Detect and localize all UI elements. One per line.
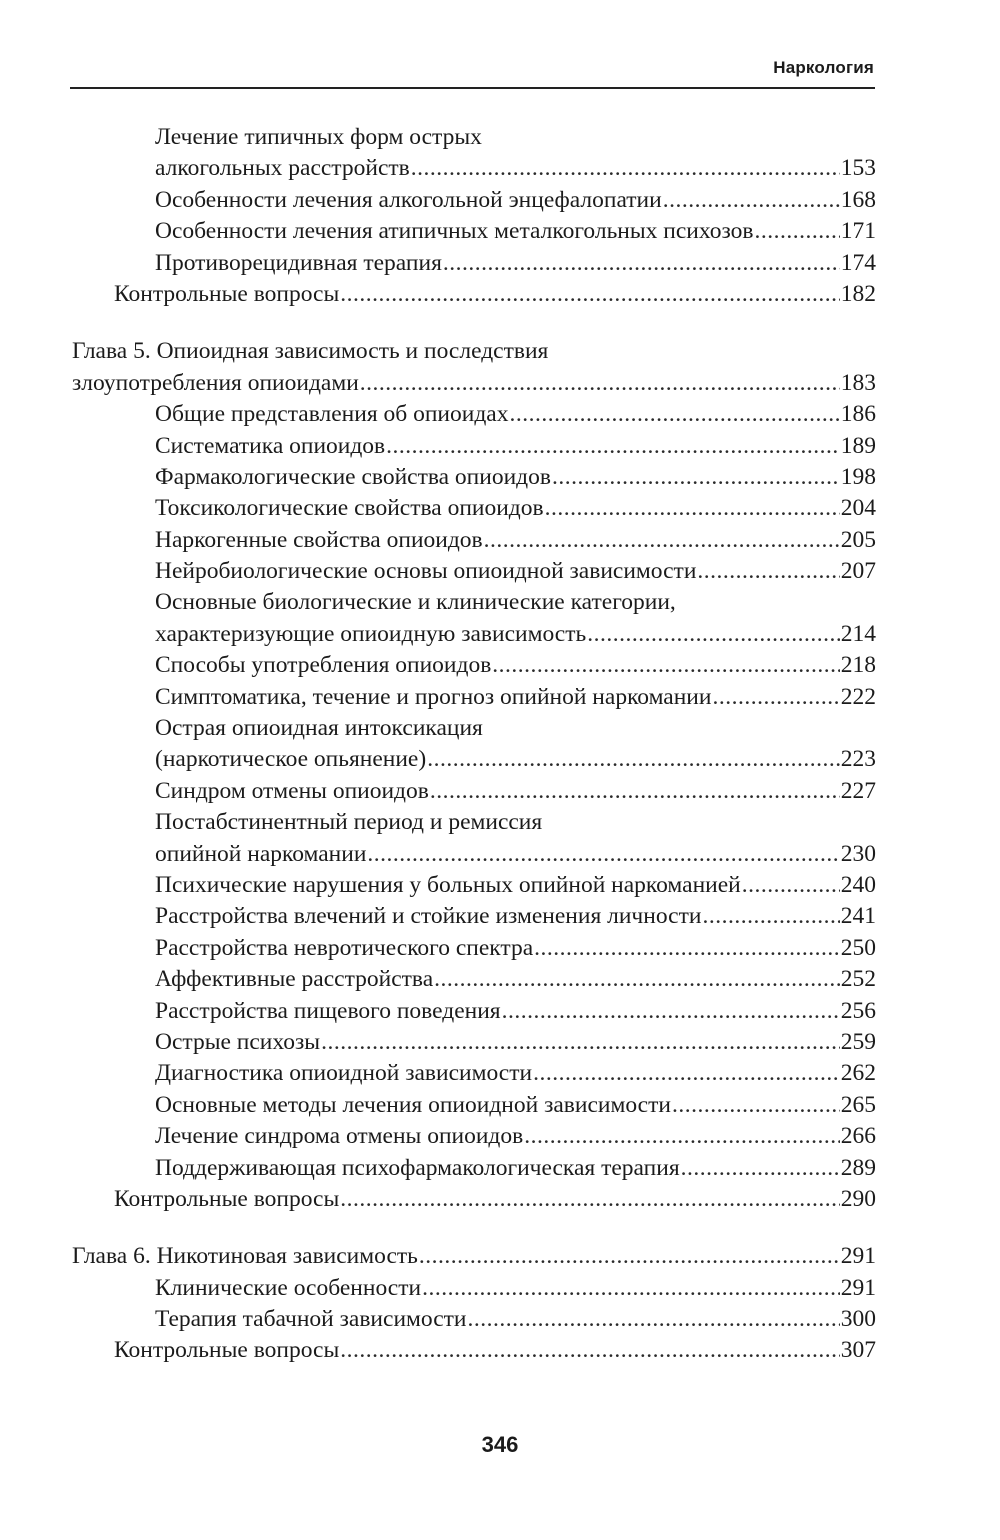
running-header: Наркология bbox=[773, 58, 874, 77]
toc-page-number: 153 bbox=[840, 155, 876, 182]
table-of-contents bbox=[0, 122, 1000, 1367]
toc-page-number: 174 bbox=[840, 249, 876, 276]
dot-leader bbox=[712, 682, 839, 713]
toc-entry-title: Расстройства пищевого поведения bbox=[155, 997, 501, 1024]
dot-leader bbox=[742, 870, 840, 901]
toc-page-number: 182 bbox=[840, 280, 876, 307]
toc-entry bbox=[155, 431, 876, 462]
dot-leader bbox=[681, 1153, 840, 1184]
toc-entry-title: Наркогенные свойства опиоидов bbox=[155, 526, 483, 553]
toc-entry-title: Противорецидивная терапия bbox=[155, 249, 442, 276]
toc-entry bbox=[155, 525, 876, 556]
toc-entry bbox=[155, 153, 876, 184]
dot-leader bbox=[321, 1027, 840, 1058]
toc-entry-title: Синдром отмены опиоидов bbox=[155, 777, 429, 804]
toc-entry-title: Аффективные расстройства bbox=[155, 966, 434, 993]
toc-page-number: 289 bbox=[840, 1154, 876, 1181]
toc-page-number: 259 bbox=[840, 1028, 876, 1055]
toc-entry bbox=[155, 996, 876, 1027]
toc-page-number: 168 bbox=[840, 186, 876, 213]
toc-entry-title: Глава 5. Опиоидная зависимость и последствия bbox=[72, 338, 549, 365]
dot-leader bbox=[468, 1304, 840, 1335]
toc-entry bbox=[155, 839, 876, 870]
toc-page-number: 205 bbox=[840, 526, 876, 553]
toc-entry bbox=[155, 1273, 876, 1304]
toc-entry bbox=[155, 493, 876, 524]
toc-entry bbox=[155, 399, 876, 430]
toc-page-number: 189 bbox=[840, 432, 876, 459]
dot-leader bbox=[427, 744, 840, 775]
dot-leader bbox=[411, 153, 840, 184]
toc-entry-title: Основные методы лечения опиоидной зависимости bbox=[155, 1091, 671, 1118]
dot-leader bbox=[443, 248, 840, 279]
dot-leader bbox=[524, 1121, 840, 1152]
toc-entry-title: опийной наркомании bbox=[155, 840, 367, 867]
dot-leader bbox=[533, 1058, 840, 1089]
toc-entry bbox=[155, 964, 876, 995]
toc-page-number: 183 bbox=[840, 369, 876, 396]
toc-entry-title: Контрольные вопросы bbox=[114, 1185, 340, 1212]
toc-page-number: 218 bbox=[840, 652, 876, 679]
toc-entry-title: Общие представления об опиоидах bbox=[155, 401, 509, 428]
toc-entry-title: (наркотическое опьянение) bbox=[155, 746, 427, 773]
toc-entry-title: характеризующие опиоидную зависимость bbox=[155, 620, 587, 647]
dot-leader bbox=[587, 619, 840, 650]
dot-leader bbox=[702, 901, 839, 932]
dot-leader bbox=[360, 368, 840, 399]
toc-entry bbox=[155, 462, 876, 493]
toc-page-number: 214 bbox=[840, 620, 876, 647]
toc-entry bbox=[155, 1027, 876, 1058]
dot-leader bbox=[663, 185, 840, 216]
dot-leader bbox=[502, 996, 840, 1027]
toc-entry bbox=[155, 933, 876, 964]
dot-leader bbox=[430, 776, 840, 807]
toc-page-number: 171 bbox=[840, 218, 876, 245]
toc-review-entry bbox=[114, 279, 876, 310]
toc-entry-title: Лечение синдрома отмены опиоидов bbox=[155, 1123, 524, 1150]
toc-entry-title: Систематика опиоидов bbox=[155, 432, 386, 459]
toc-entry bbox=[155, 1304, 876, 1335]
dot-leader bbox=[434, 964, 840, 995]
toc-entry-title: Контрольные вопросы bbox=[114, 280, 340, 307]
toc-entry bbox=[155, 556, 876, 587]
toc-entry-title: Основные биологические и клинические категории, bbox=[155, 589, 676, 616]
toc-page-number: 230 bbox=[840, 840, 876, 867]
toc-entry-title: Психические нарушения у больных опийной наркоманией bbox=[155, 871, 741, 898]
section-gap bbox=[0, 1215, 1000, 1241]
toc-page-number: 291 bbox=[840, 1274, 876, 1301]
toc-page-number: 198 bbox=[840, 463, 876, 490]
dot-leader bbox=[492, 650, 839, 681]
dot-leader bbox=[545, 493, 840, 524]
dot-leader bbox=[367, 839, 839, 870]
toc-review-entry bbox=[114, 1184, 876, 1215]
dot-leader bbox=[552, 462, 840, 493]
toc-entry bbox=[155, 1090, 876, 1121]
toc-entry-title: Постабстинентный период и ремиссия bbox=[155, 809, 543, 836]
dot-leader bbox=[484, 525, 840, 556]
toc-page-number: 186 bbox=[840, 401, 876, 428]
toc-entry-title: Клинические особенности bbox=[155, 1274, 422, 1301]
dot-leader bbox=[422, 1273, 840, 1304]
dot-leader bbox=[754, 216, 839, 247]
dot-leader bbox=[672, 1090, 840, 1121]
dot-leader bbox=[340, 279, 839, 310]
dot-leader bbox=[509, 399, 839, 430]
toc-entry-title: Диагностика опиоидной зависимости bbox=[155, 1060, 533, 1087]
toc-entry-title: Острые психозы bbox=[155, 1028, 321, 1055]
toc-page-number: 240 bbox=[840, 871, 876, 898]
toc-page-number: 222 bbox=[840, 683, 876, 710]
toc-page-number: 223 bbox=[840, 746, 876, 773]
toc-entry-title: Расстройства невротического спектра bbox=[155, 934, 534, 961]
toc-page-number: 290 bbox=[840, 1185, 876, 1212]
toc-entry bbox=[155, 185, 876, 216]
toc-entry-title: Терапия табачной зависимости bbox=[155, 1306, 467, 1333]
toc-entry bbox=[155, 1153, 876, 1184]
toc-entry-title: Глава 6. Никотиновая зависимость bbox=[72, 1243, 418, 1270]
toc-page-number: 266 bbox=[840, 1123, 876, 1150]
toc-entry-title: Фармакологические свойства опиоидов bbox=[155, 463, 551, 490]
toc-entry-title: алкогольных расстройств bbox=[155, 155, 410, 182]
toc-entry-title: Острая опиоидная интоксикация bbox=[155, 715, 483, 742]
toc-entry bbox=[155, 682, 876, 713]
toc-entry-title: Поддерживающая психофармакологическая терапия bbox=[155, 1154, 680, 1181]
toc-chapter-entry bbox=[72, 368, 876, 399]
toc-entry bbox=[155, 587, 876, 618]
toc-entry-title: Лечение типичных форм острых bbox=[155, 124, 482, 150]
toc-page-number: 265 bbox=[840, 1091, 876, 1118]
toc-chapter-entry bbox=[72, 336, 876, 367]
toc-entry bbox=[155, 807, 876, 838]
toc-page-number: 252 bbox=[840, 966, 876, 993]
dot-leader bbox=[419, 1241, 840, 1272]
header-rule bbox=[70, 87, 875, 89]
toc-page-number: 250 bbox=[840, 934, 876, 961]
toc-entry bbox=[155, 901, 876, 932]
toc-page-number: 227 bbox=[840, 777, 876, 804]
toc-entry bbox=[155, 713, 876, 744]
toc-entry bbox=[155, 122, 876, 153]
toc-entry-title: Токсикологические свойства опиоидов bbox=[155, 495, 544, 522]
toc-page-number: 291 bbox=[840, 1243, 876, 1270]
toc-entry bbox=[155, 216, 876, 247]
toc-entry-title: злоупотребления опиоидами bbox=[72, 369, 359, 396]
toc-page-number: 241 bbox=[840, 903, 876, 930]
toc-entry-title: Нейробиологические основы опиоидной зависимости bbox=[155, 558, 697, 585]
toc-chapter-entry bbox=[72, 1241, 876, 1272]
toc-page-number: 256 bbox=[840, 997, 876, 1024]
dot-leader bbox=[340, 1335, 839, 1366]
toc-entry bbox=[155, 1058, 876, 1089]
toc-entry-title: Расстройства влечений и стойкие изменения личности bbox=[155, 903, 702, 930]
toc-review-entry bbox=[114, 1335, 876, 1366]
toc-entry-title: Способы употребления опиоидов bbox=[155, 652, 492, 679]
toc-entry bbox=[155, 619, 876, 650]
toc-page-number: 207 bbox=[840, 558, 876, 585]
toc-entry-title: Симптоматика, течение и прогноз опийной наркомании bbox=[155, 683, 712, 710]
toc-entry-title: Контрольные вопросы bbox=[114, 1337, 340, 1364]
toc-page-number: 300 bbox=[840, 1306, 876, 1333]
toc-entry-title: Особенности лечения алкогольной энцефалопатии bbox=[155, 186, 662, 213]
dot-leader bbox=[340, 1184, 839, 1215]
dot-leader bbox=[534, 933, 840, 964]
toc-entry bbox=[155, 744, 876, 775]
toc-page-number: 307 bbox=[840, 1337, 876, 1364]
toc-page-number: 204 bbox=[840, 495, 876, 522]
page-number: 346 bbox=[481, 1432, 519, 1457]
toc-page-number: 262 bbox=[840, 1060, 876, 1087]
dot-leader bbox=[386, 431, 840, 462]
section-gap bbox=[0, 310, 1000, 336]
toc-entry-title: Особенности лечения атипичных металкогольных психозов bbox=[155, 218, 754, 245]
toc-entry bbox=[155, 248, 876, 279]
dot-leader bbox=[697, 556, 839, 587]
toc-entry bbox=[155, 776, 876, 807]
toc-entry bbox=[155, 650, 876, 681]
toc-entry bbox=[155, 1121, 876, 1152]
toc-entry bbox=[155, 870, 876, 901]
